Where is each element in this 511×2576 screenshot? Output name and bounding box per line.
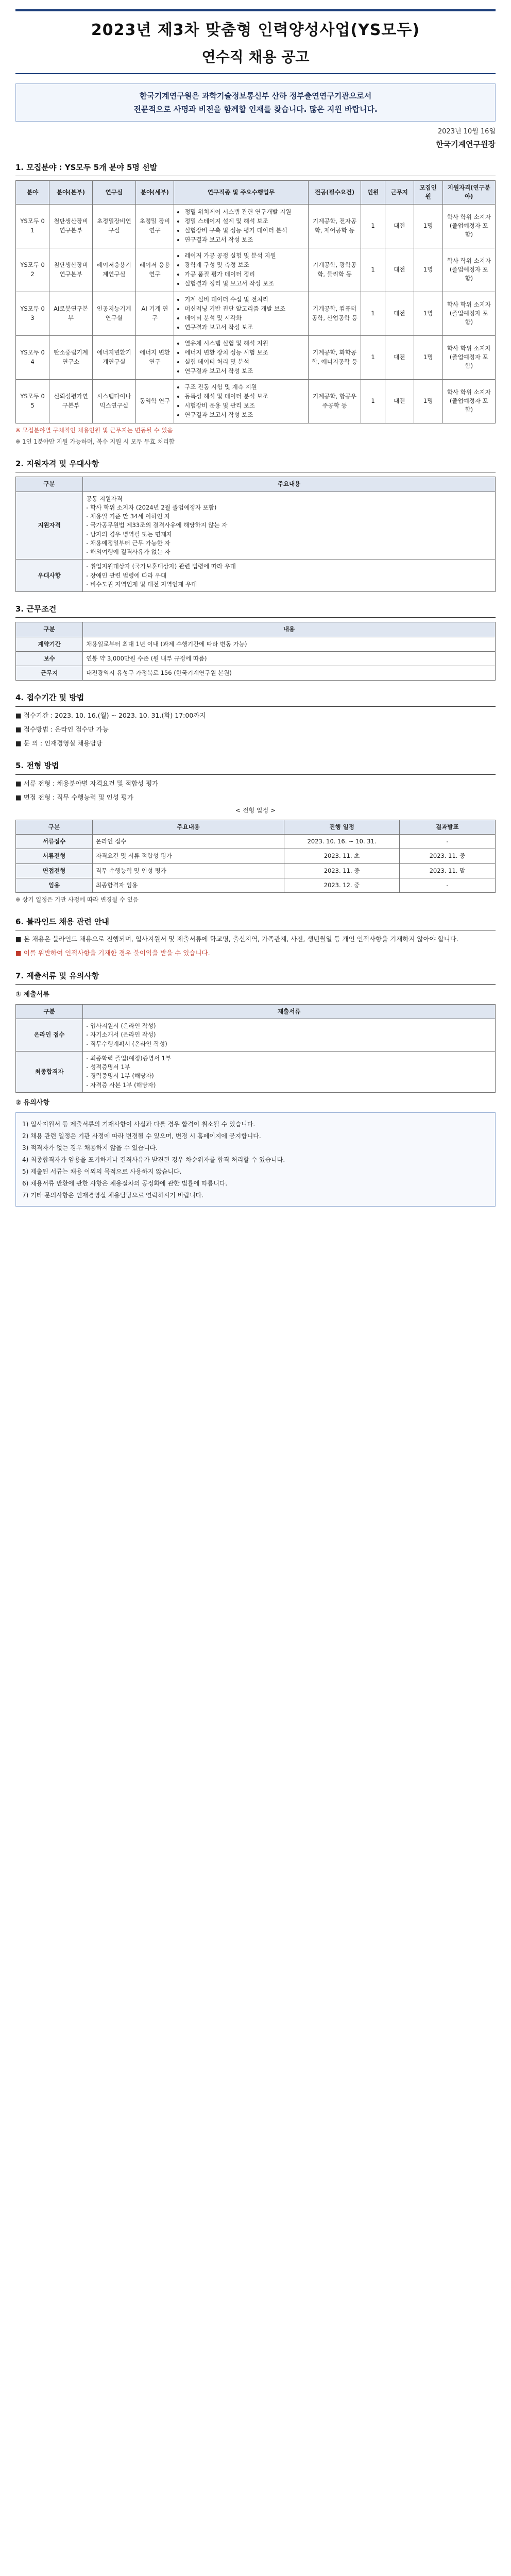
duty-item: • 실험장비 구축 및 성능 평가 데이터 분석 <box>184 226 305 235</box>
duty-item: • 연구결과 보고서 작성 보조 <box>184 323 305 332</box>
recruitment-row <box>16 248 496 292</box>
notices-subtitle: ② 유의사항 <box>15 1098 49 1107</box>
duties-list <box>177 295 305 332</box>
cond-col-type: 구분 <box>16 622 83 637</box>
documents-line: - 입사지원서 (온라인 작성) <box>86 1022 156 1030</box>
application-item: ■ 문 의 : 인재경영실 채용담당 <box>15 739 103 748</box>
recruitment-cell-major: 기계공학, 광학공학, 물리학 등 <box>308 248 361 292</box>
sched-col-desc: 주요내용 <box>92 820 284 834</box>
documents-label: 최종합격자 <box>16 1051 83 1092</box>
duties-list <box>177 383 305 420</box>
qualification-content <box>83 560 496 592</box>
notice-item: 2) 채용 관련 일정은 기관 사정에 따라 변경될 수 있으며, 변경 시 홈페이지에 공지합니다. <box>22 1132 261 1140</box>
recruitment-cell-qual: 학사 학위 소지자 (졸업예정자 포함) <box>442 248 495 292</box>
recruitment-header-row <box>16 181 496 205</box>
recruitment-cell-field: YS모두 01 <box>16 204 49 248</box>
section-application-period: 4. 접수기간 및 방법 <box>15 692 496 706</box>
recruitment-cell-count: 1 <box>361 204 385 248</box>
duty-item: • 데이터 분석 및 시각화 <box>184 314 305 323</box>
recruitment-cell-dept: AI로봇연구본부 <box>49 292 93 335</box>
recruitment-cell-count: 1 <box>361 379 385 423</box>
recruitment-cell-sub: 에너지 변환 연구 <box>135 335 174 379</box>
duty-item: • 구조 진동 시험 및 계측 지원 <box>184 383 305 392</box>
duty-item: • 동특성 해석 및 데이터 분석 보조 <box>184 392 305 401</box>
schedule-row <box>16 863 496 878</box>
duties-list <box>177 251 305 289</box>
conditions-label: 보수 <box>16 651 83 666</box>
recruitment-note-1: ※ 모집분야별 구체적인 채용인원 및 근무지는 변동될 수 있음 <box>15 426 173 434</box>
page-subtitle: 연수직 채용 공고 <box>201 48 310 65</box>
recruitment-cell-num: 1명 <box>414 248 442 292</box>
recruitment-cell-qual: 학사 학위 소지자 (졸업예정자 포함) <box>442 335 495 379</box>
recruitment-cell-duties <box>174 204 309 248</box>
duty-item: • 실험결과 정리 및 보고서 작성 보조 <box>184 279 305 288</box>
qualification-line: - 남자의 경우 병역필 또는 면제자 <box>86 530 173 538</box>
recruitment-cell-dept: 첨단생산장비연구본부 <box>49 204 93 248</box>
notice-item: 4) 최종합격자가 임용을 포기하거나 결격사유가 발견된 경우 차순위자를 합격 처리할 수 있습니다. <box>22 1156 285 1164</box>
qualification-line: - 취업지원대상자 (국가보훈대상자) 관련 법령에 따라 우대 <box>86 563 236 570</box>
schedule-stage: 임용 <box>16 878 93 892</box>
recruitment-cell-lab: 레이저응용기계연구실 <box>92 248 135 292</box>
recruitment-cell-lab: 초정밀장비연구실 <box>92 204 135 248</box>
schedule-date: 2023. 11. 중 <box>284 863 399 878</box>
duty-item: • 에너지 변환 장치 성능 시험 보조 <box>184 348 305 357</box>
qualification-content <box>83 492 496 560</box>
conditions-content: 대전광역시 유성구 가정북로 156 (한국기계연구원 본원) <box>83 666 496 681</box>
title-box <box>15 9 496 74</box>
recruitment-cell-sub: AI 기계 연구 <box>135 292 174 335</box>
qual-col-content: 주요내용 <box>83 477 496 492</box>
section-recruitment-fields: 1. 모집분야 : YS모두 5개 분야 5명 선발 <box>15 162 496 176</box>
intro-box <box>15 83 496 122</box>
recruitment-cell-qual: 학사 학위 소지자 (졸업예정자 포함) <box>442 379 495 423</box>
recruitment-cell-duties <box>174 292 309 335</box>
recruitment-cell-lab: 인공지능기계연구실 <box>92 292 135 335</box>
duty-item: • 레이저 가공 공정 실험 및 분석 지원 <box>184 251 305 260</box>
schedule-desc: 자격요건 및 서류 적합성 평가 <box>92 849 284 863</box>
duty-item: • 실험 데이터 처리 및 분석 <box>184 358 305 366</box>
recruitment-row <box>16 292 496 335</box>
recruitment-cell-duties <box>174 379 309 423</box>
schedule-header-row <box>16 820 496 834</box>
qualification-line: - 해외여행에 결격사유가 없는 자 <box>86 548 171 556</box>
qualification-label: 지원자격 <box>16 492 83 560</box>
recruitment-cell-place: 대전 <box>385 335 414 379</box>
documents-line: - 자기소개서 (온라인 작성) <box>86 1031 156 1039</box>
recruitment-cell-count: 1 <box>361 292 385 335</box>
doc-col-type: 구분 <box>16 1004 83 1019</box>
recruitment-cell-place: 대전 <box>385 248 414 292</box>
documents-table <box>15 1004 496 1093</box>
qual-col-type: 구분 <box>16 477 83 492</box>
col-dept: 분야(본부) <box>49 181 93 205</box>
duty-item: • 연구결과 보고서 작성 보조 <box>184 235 305 244</box>
recruitment-cell-major: 기계공학, 전자공학, 제어공학 등 <box>308 204 361 248</box>
section-blind-recruitment: 6. 블라인드 채용 관련 안내 <box>15 916 496 930</box>
col-qual: 지원자격(연구분야) <box>442 181 495 205</box>
documents-label: 온라인 접수 <box>16 1019 83 1052</box>
recruitment-cell-qual: 학사 학위 소지자 (졸업예정자 포함) <box>442 292 495 335</box>
issuing-org: 한국기계연구원장 <box>436 139 496 149</box>
qualification-line: - 채용예정일부터 근무 가능한 자 <box>86 539 171 547</box>
duty-item: • 정밀 위치제어 시스템 관련 연구개발 지원 <box>184 208 305 216</box>
recruitment-cell-num: 1명 <box>414 335 442 379</box>
qualification-line: - 장애인 관련 법령에 따라 우대 <box>86 571 167 579</box>
recruitment-cell-qual: 학사 학위 소지자 (졸업예정자 포함) <box>442 204 495 248</box>
recruitment-cell-count: 1 <box>361 248 385 292</box>
recruitment-cell-major: 기계공학, 화학공학, 에너지공학 등 <box>308 335 361 379</box>
qualification-table <box>15 477 496 592</box>
duty-item: • 가공 품질 평가 데이터 정리 <box>184 270 305 279</box>
recruitment-cell-sub: 레이저 응용연구 <box>135 248 174 292</box>
section-qualifications: 2. 지원자격 및 우대사항 <box>15 458 496 472</box>
duty-item: • 광학계 구성 및 측정 보조 <box>184 261 305 269</box>
duty-item: • 연구결과 보고서 작성 보조 <box>184 411 305 419</box>
qualification-row <box>16 560 496 592</box>
recruitment-row <box>16 204 496 248</box>
recruitment-cell-sub: 동역학 연구 <box>135 379 174 423</box>
duty-item: • 시험장비 운용 및 관리 보조 <box>184 401 305 410</box>
documents-content <box>83 1019 496 1052</box>
recruitment-cell-field: YS모두 05 <box>16 379 49 423</box>
col-sub: 분야(세부) <box>135 181 174 205</box>
notice-item: 7) 기타 문의사항은 인재경영실 채용담당으로 연락하시기 바랍니다. <box>22 1192 204 1199</box>
schedule-result: 2023. 11. 말 <box>399 863 495 878</box>
notice-item: 3) 적격자가 없는 경우 채용하지 않을 수 있습니다. <box>22 1144 158 1152</box>
qualification-row <box>16 492 496 560</box>
duties-list <box>177 208 305 245</box>
announcement-date: 2023년 10월 16일 <box>437 128 496 136</box>
sched-col-date: 진행 일정 <box>284 820 399 834</box>
cond-col-content: 내용 <box>83 622 496 637</box>
recruitment-cell-num: 1명 <box>414 204 442 248</box>
recruitment-cell-field: YS모두 02 <box>16 248 49 292</box>
section-work-conditions: 3. 근무조건 <box>15 603 496 618</box>
schedule-result: - <box>399 878 495 892</box>
qualification-header-row <box>16 477 496 492</box>
schedule-note: ※ 상기 일정은 기관 사정에 따라 변경될 수 있음 <box>15 896 139 903</box>
intro-line-1: 한국기계연구원은 과학기술정보통신부 산하 정부출연연구기관으로서 <box>139 91 372 100</box>
schedule-row <box>16 835 496 849</box>
schedule-date: 2023. 10. 16. ~ 10. 31. <box>284 835 399 849</box>
conditions-content: 연봉 약 3,000만원 수준 (원 내부 규정에 따름) <box>83 651 496 666</box>
intro-line-2: 전문적으로 사명과 비전을 함께할 인재를 찾습니다. 많은 지원 바랍니다. <box>133 105 378 114</box>
recruitment-cell-count: 1 <box>361 335 385 379</box>
conditions-row <box>16 651 496 666</box>
col-field: 분야 <box>16 181 49 205</box>
recruitment-cell-duties <box>174 335 309 379</box>
documents-line: - 성적증명서 1부 <box>86 1063 130 1071</box>
application-item: ■ 접수방법 : 온라인 접수만 가능 <box>15 725 109 733</box>
selection-item: ■ 면접 전형 : 직무 수행능력 및 인성 평가 <box>15 793 133 801</box>
duty-item: • 연구결과 보고서 작성 보조 <box>184 367 305 376</box>
recruitment-cell-duties <box>174 248 309 292</box>
col-place: 근무지 <box>385 181 414 205</box>
qualification-line: - 학사 학위 소지자 (2024년 2월 졸업예정자 포함) <box>86 503 217 511</box>
col-lab: 연구실 <box>92 181 135 205</box>
documents-content <box>83 1051 496 1092</box>
recruitment-cell-lab: 에너지변환기계연구실 <box>92 335 135 379</box>
documents-line: - 경력증명서 1부 (해당자) <box>86 1072 154 1080</box>
schedule-table <box>15 820 496 893</box>
schedule-row <box>16 849 496 863</box>
notices-box <box>15 1112 496 1207</box>
schedule-date: 2023. 11. 초 <box>284 849 399 863</box>
recruitment-cell-dept: 신뢰성평가연구본부 <box>49 379 93 423</box>
schedule-stage: 서류전형 <box>16 849 93 863</box>
schedule-stage: 서류접수 <box>16 835 93 849</box>
recruitment-cell-field: YS모두 03 <box>16 292 49 335</box>
recruitment-cell-num: 1명 <box>414 379 442 423</box>
application-item: ■ 접수기간 : 2023. 10. 16.(월) ~ 2023. 10. 31.(화) 17:00까지 <box>15 711 206 719</box>
schedule-desc: 최종합격자 임용 <box>92 878 284 892</box>
col-duties: 연구직종 및 주요수행업무 <box>174 181 309 205</box>
conditions-header-row <box>16 622 496 637</box>
recruitment-cell-place: 대전 <box>385 204 414 248</box>
notice-item: 5) 제출된 서류는 채용 이외의 목적으로 사용하지 않습니다. <box>22 1168 182 1176</box>
col-count: 인원 <box>361 181 385 205</box>
duty-item: • 정밀 스테이지 설계 및 해석 보조 <box>184 217 305 226</box>
recruitment-cell-major: 기계공학, 컴퓨터공학, 산업공학 등 <box>308 292 361 335</box>
conditions-row <box>16 637 496 651</box>
documents-subtitle: ① 제출서류 <box>15 990 49 998</box>
doc-col-content: 제출서류 <box>83 1004 496 1019</box>
blind-paragraph: ■ 본 채용은 블라인드 채용으로 진행되며, 입사지원서 및 제출서류에 학교명, 출신지역, 가족관계, 사진, 생년월일 등 개인 인적사항을 기재하지 않아야 합니다. <box>15 935 458 943</box>
recruitment-cell-dept: 탄소중립기계연구소 <box>49 335 93 379</box>
schedule-caption: < 전형 일정 > <box>235 807 276 815</box>
documents-line: - 직무수행계획서 (온라인 작성) <box>86 1040 167 1047</box>
col-num: 모집인원 <box>414 181 442 205</box>
duty-item: • 열유체 시스템 실험 및 해석 지원 <box>184 339 305 348</box>
recruitment-cell-num: 1명 <box>414 292 442 335</box>
schedule-stage: 면접전형 <box>16 863 93 878</box>
duty-item: • 머신러닝 기반 진단 알고리즘 개발 보조 <box>184 304 305 313</box>
qualification-line: - 국가공무원법 제33조의 결격사유에 해당하지 않는 자 <box>86 521 228 529</box>
recruitment-cell-major: 기계공학, 항공우주공학 등 <box>308 379 361 423</box>
duties-list <box>177 339 305 376</box>
schedule-result: 2023. 11. 중 <box>399 849 495 863</box>
sched-col-result: 결과발표 <box>399 820 495 834</box>
schedule-date: 2023. 12. 중 <box>284 878 399 892</box>
page-title: 2023년 제3차 맞춤형 인력양성사업(YS모두) <box>91 21 420 39</box>
conditions-label: 근무지 <box>16 666 83 681</box>
documents-row <box>16 1019 496 1052</box>
conditions-content: 채용일로부터 최대 1년 이내 (과제 수행기간에 따라 변동 가능) <box>83 637 496 651</box>
conditions-table <box>15 622 496 681</box>
schedule-row <box>16 878 496 892</box>
section-documents: 7. 제출서류 및 유의사항 <box>15 970 496 985</box>
documents-row <box>16 1051 496 1092</box>
recruitment-note-2: ※ 1인 1분야만 지원 가능하며, 복수 지원 시 모두 무효 처리함 <box>15 438 175 446</box>
recruitment-cell-place: 대전 <box>385 292 414 335</box>
qualification-line: - 채용일 기준 만 34세 이하인 자 <box>86 513 171 520</box>
recruitment-cell-place: 대전 <box>385 379 414 423</box>
schedule-result: - <box>399 835 495 849</box>
recruitment-cell-field: YS모두 04 <box>16 335 49 379</box>
duty-item: • 기계 설비 데이터 수집 및 전처리 <box>184 295 305 304</box>
documents-line: - 최종학력 졸업(예정)증명서 1부 <box>86 1054 172 1062</box>
recruitment-cell-lab: 시스템다이나믹스연구실 <box>92 379 135 423</box>
selection-item: ■ 서류 전형 : 채용분야별 자격요건 및 적합성 평가 <box>15 779 159 787</box>
schedule-desc: 온라인 접수 <box>92 835 284 849</box>
documents-line: - 자격증 사본 1부 (해당자) <box>86 1081 156 1089</box>
sched-col-stage: 구분 <box>16 820 93 834</box>
notice-item: 6) 채용서류 반환에 관한 사항은 채용절차의 공정화에 관한 법률에 따릅니다. <box>22 1180 228 1188</box>
blind-paragraph: ■ 이를 위반하여 인적사항을 기재한 경우 불이익을 받을 수 있습니다. <box>15 949 210 957</box>
recruitment-table <box>15 180 496 423</box>
section-selection-process: 5. 전형 방법 <box>15 760 496 774</box>
documents-header-row <box>16 1004 496 1019</box>
recruitment-cell-dept: 첨단생산장비연구본부 <box>49 248 93 292</box>
conditions-label: 계약기간 <box>16 637 83 651</box>
recruitment-row <box>16 379 496 423</box>
qualification-label: 우대사항 <box>16 560 83 592</box>
recruitment-row <box>16 335 496 379</box>
qualification-line: - 비수도권 지역인재 및 대전 지역인재 우대 <box>86 580 197 588</box>
schedule-desc: 직무 수행능력 및 인성 평가 <box>92 863 284 878</box>
qualification-line: 공통 지원자격 <box>86 495 123 502</box>
recruitment-cell-sub: 초정밀 장비연구 <box>135 204 174 248</box>
notice-item: 1) 입사지원서 등 제출서류의 기재사항이 사실과 다를 경우 합격이 취소될 수 있습니다. <box>22 1121 256 1128</box>
col-major: 전공(필수요건) <box>308 181 361 205</box>
conditions-row <box>16 666 496 681</box>
